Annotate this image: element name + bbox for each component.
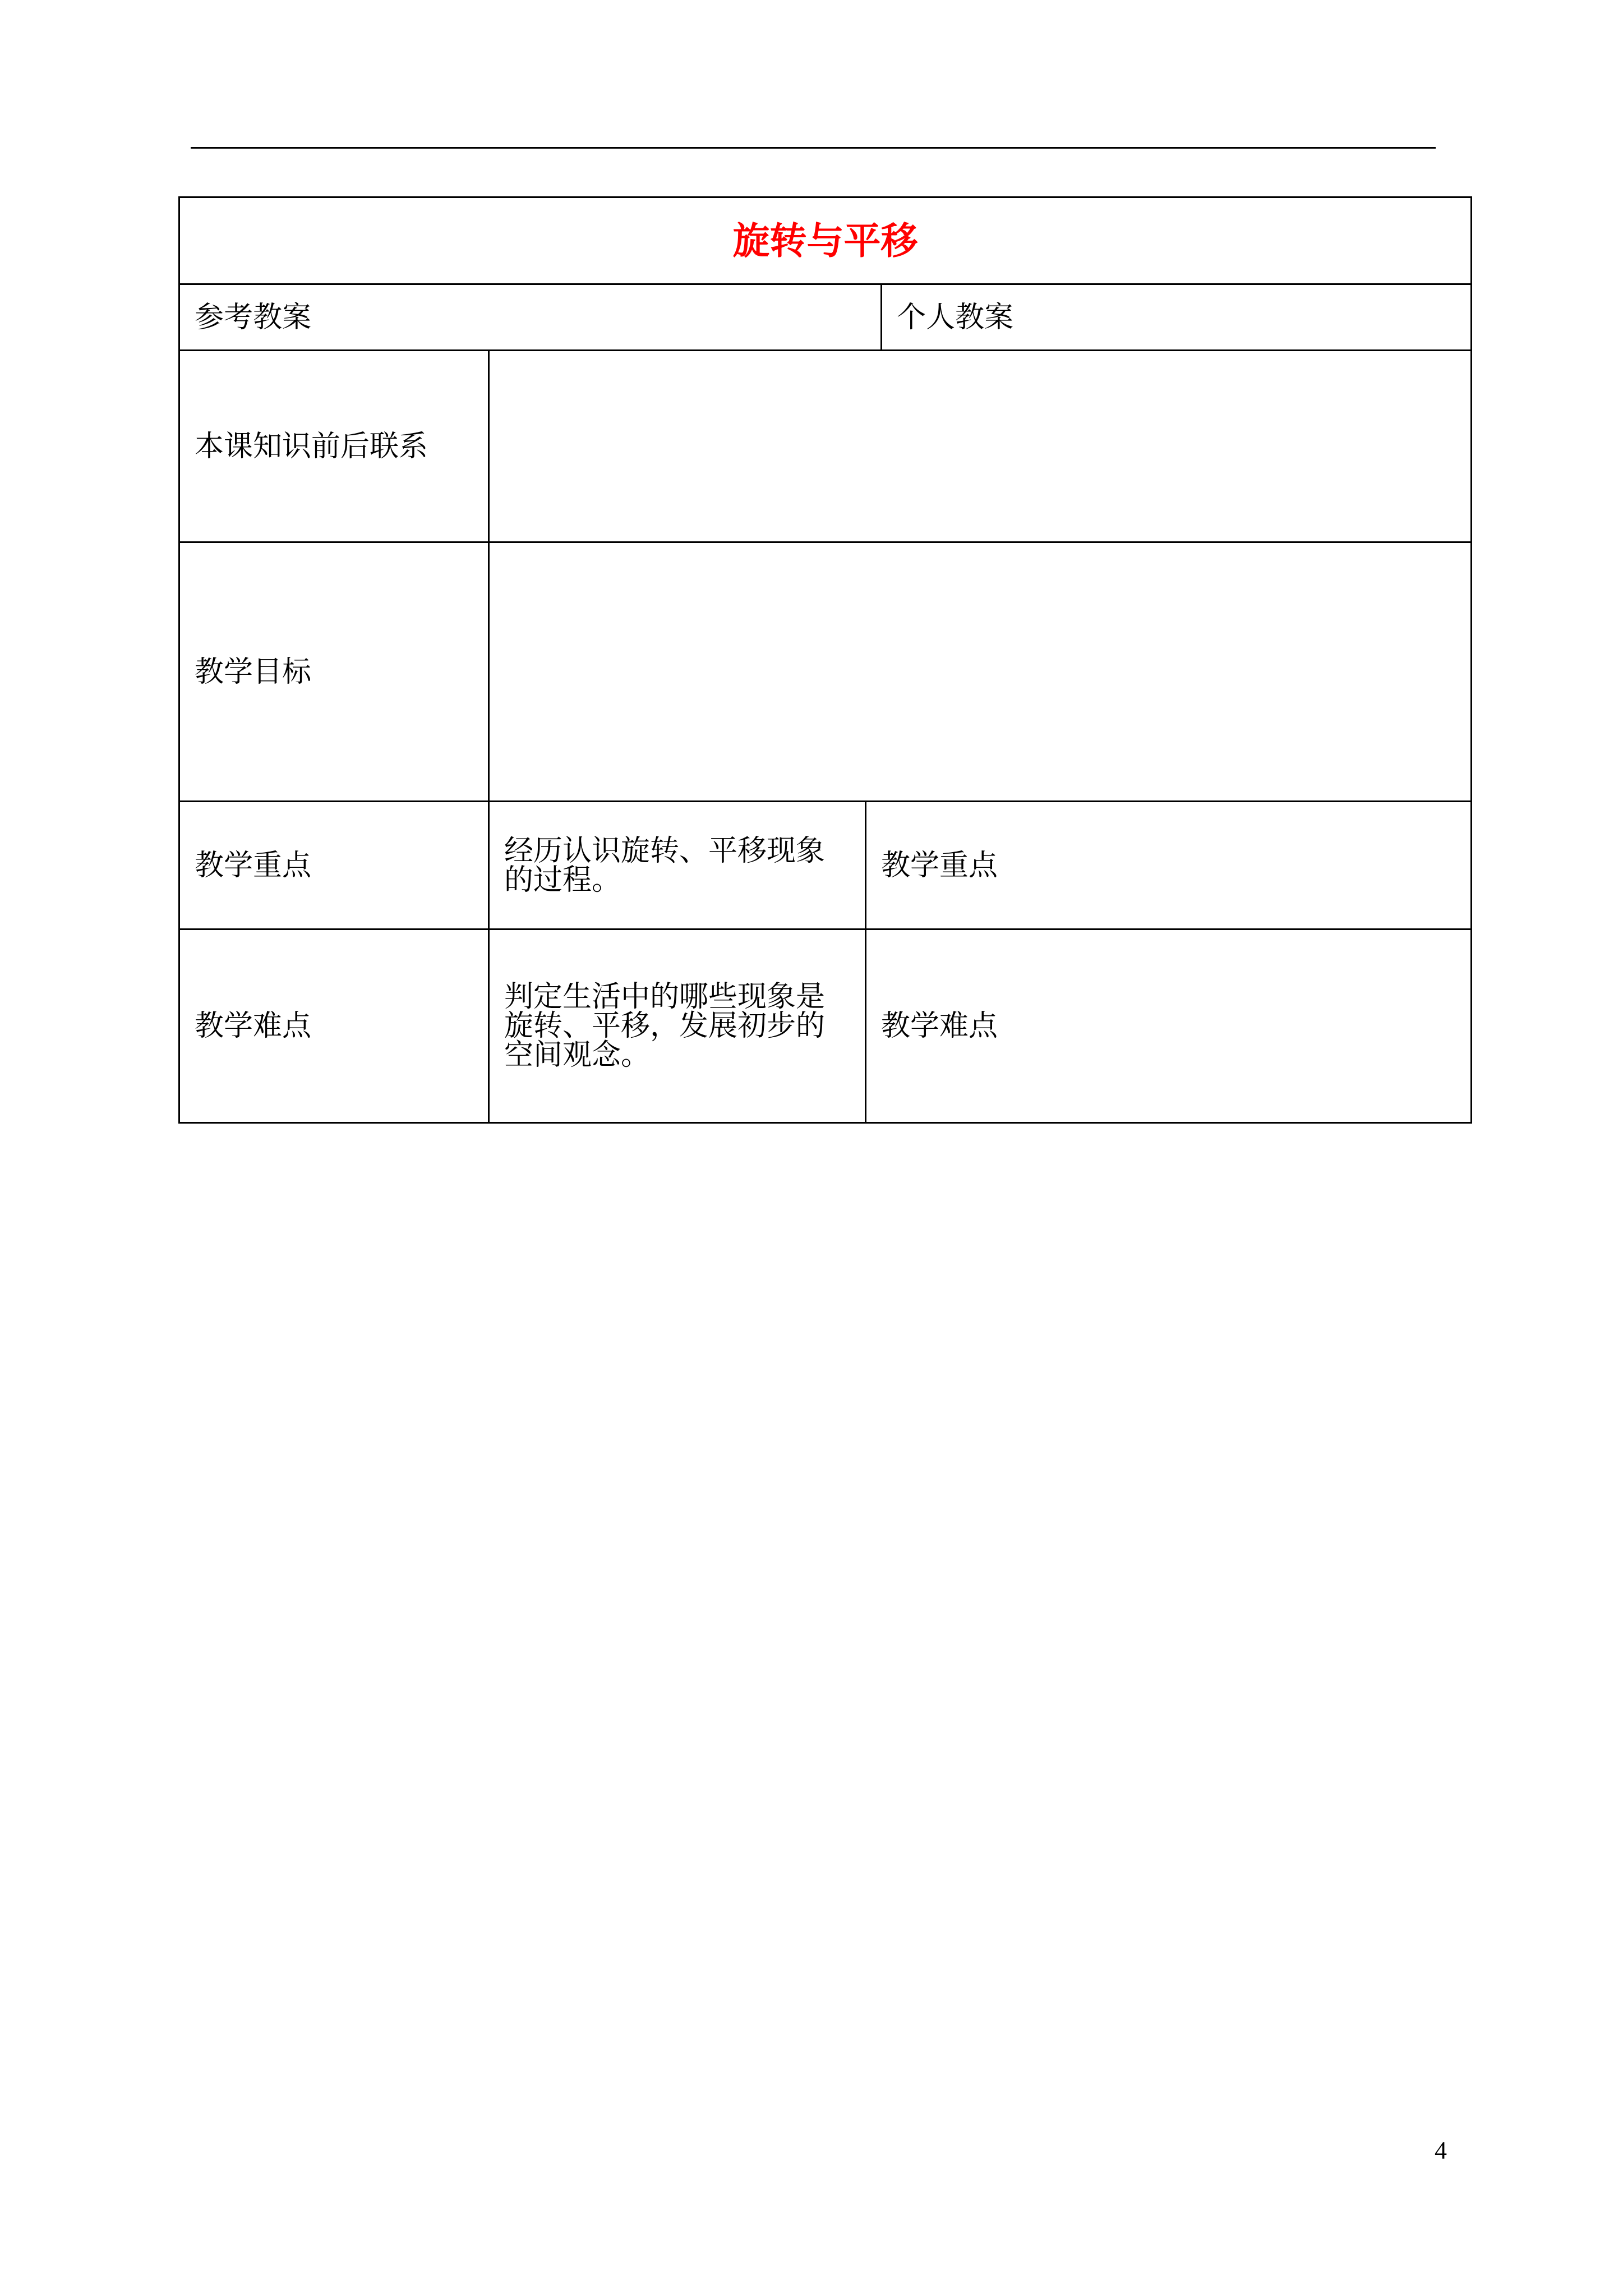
goals-content [489, 542, 1472, 802]
document-title: 旋转与平移 [179, 197, 1472, 284]
reference-plan-header: 参考教案 [179, 284, 882, 351]
personal-plan-header: 个人教案 [882, 284, 1472, 351]
difficulties-personal: 教学难点 [866, 930, 1472, 1123]
header-rule [191, 147, 1436, 149]
key-points-personal: 教学重点 [866, 802, 1472, 930]
connection-label: 本课知识前后联系 [179, 351, 489, 542]
connection-content [489, 351, 1472, 542]
lesson-plan-table [178, 196, 1472, 1124]
difficulties-row [179, 930, 1472, 1123]
difficulties-label: 教学难点 [179, 930, 489, 1123]
key-points-label: 教学重点 [179, 802, 489, 930]
key-points-row [179, 802, 1472, 930]
page-number: 4 [1435, 2137, 1447, 2164]
connection-row [179, 351, 1472, 542]
difficulties-content: 判定生活中的哪些现象是旋转、平移，发展初步的空间观念。 [489, 930, 866, 1123]
section-header-row [179, 284, 1472, 351]
goals-label: 教学目标 [179, 542, 489, 802]
goals-row [179, 542, 1472, 802]
key-points-content: 经历认识旋转、平移现象的过程。 [489, 802, 866, 930]
title-row [179, 197, 1472, 284]
